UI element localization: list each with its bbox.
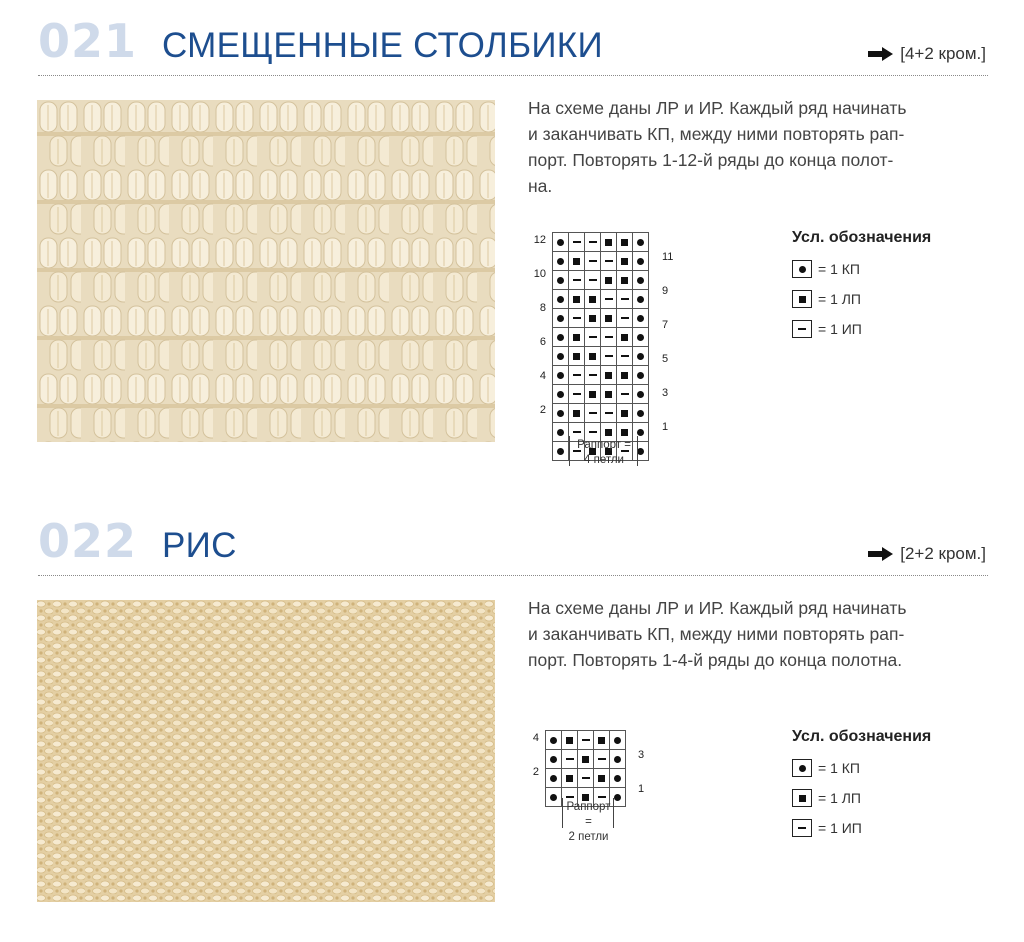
chart-cell-dash bbox=[601, 347, 617, 366]
front-stitch-square-icon bbox=[598, 775, 605, 782]
chart-cell-dash bbox=[617, 347, 633, 366]
purl-stitch-dash-icon bbox=[598, 758, 606, 760]
chart-cell-dot bbox=[553, 385, 569, 404]
chart-cell-dash bbox=[585, 366, 601, 385]
front-stitch-square-icon bbox=[598, 737, 605, 744]
front-stitch-square-icon bbox=[621, 258, 628, 265]
rapport-line: 4 петли bbox=[584, 454, 624, 466]
chart-cell-dash bbox=[601, 404, 617, 423]
arrow-right-icon bbox=[866, 547, 894, 561]
legend-label: = 1 КП bbox=[818, 760, 860, 776]
legend-label: = 1 ИП bbox=[818, 820, 862, 836]
knit-stitch-dot-icon bbox=[550, 737, 557, 744]
chart-cell-dot bbox=[553, 366, 569, 385]
front-stitch-square-icon bbox=[573, 334, 580, 341]
chart-cell-dash bbox=[585, 271, 601, 290]
front-stitch-square-icon bbox=[573, 353, 580, 360]
knit-stitch-dot-icon bbox=[637, 429, 644, 436]
chart-cell-dash bbox=[585, 252, 601, 271]
legend-heading: Усл. обозначения bbox=[792, 728, 932, 745]
front-stitch-square-icon bbox=[605, 239, 612, 246]
stitch-chart bbox=[532, 730, 645, 843]
row-number: 4 bbox=[539, 370, 546, 382]
knit-stitch-dot-icon bbox=[557, 391, 564, 398]
purl-stitch-dash-icon bbox=[582, 739, 590, 741]
front-stitch-square-icon bbox=[573, 296, 580, 303]
chart-cell-dash bbox=[601, 290, 617, 309]
chart-cell-dot bbox=[610, 750, 626, 769]
purl-stitch-dash-icon bbox=[573, 317, 581, 319]
chart-cell-sq bbox=[617, 271, 633, 290]
chart-cell-dot bbox=[553, 252, 569, 271]
knit-stitch-dot-icon bbox=[637, 239, 644, 246]
legend-item-knit-stitch bbox=[792, 259, 931, 279]
knit-stitch-dot-icon bbox=[557, 239, 564, 246]
chart-cell-dot bbox=[546, 769, 562, 788]
front-stitch-square-icon bbox=[589, 391, 596, 398]
purl-stitch-dash-icon bbox=[605, 355, 613, 357]
chart-cell-dot bbox=[553, 347, 569, 366]
chart-cell-sq bbox=[585, 309, 601, 328]
knit-stitch-dot-icon bbox=[557, 334, 564, 341]
chart-cell-sq bbox=[585, 290, 601, 309]
chart-cell-dot bbox=[546, 750, 562, 769]
rapport-bracket bbox=[569, 436, 570, 466]
chart-cell-dot bbox=[633, 290, 649, 309]
knit-stitch-dot-icon bbox=[614, 737, 621, 744]
knit-stitch-dot-icon bbox=[792, 260, 812, 278]
description-line: порт. Повторять 1-4-й ряды до конца полотна. bbox=[528, 650, 903, 670]
divider bbox=[38, 575, 988, 576]
edge-stitches bbox=[866, 544, 986, 564]
legend bbox=[792, 229, 931, 349]
rapport-line: Раппорт = bbox=[566, 801, 611, 828]
front-stitch-square-icon bbox=[792, 789, 812, 807]
chart-cell-sq bbox=[617, 252, 633, 271]
knit-stitch-dot-icon bbox=[557, 315, 564, 322]
chart-cell-sq bbox=[569, 347, 585, 366]
chart-cell-dot bbox=[633, 233, 649, 252]
legend bbox=[792, 728, 931, 848]
knit-stitch-dot-icon bbox=[557, 410, 564, 417]
description-line: На схеме даны ЛР и ИР. Каждый ряд начинать bbox=[528, 98, 907, 118]
knit-stitch-dot-icon bbox=[550, 775, 557, 782]
knit-stitch-dot-icon bbox=[637, 296, 644, 303]
pattern-title: СМЕЩЕННЫЕ СТОЛБИКИ bbox=[162, 26, 603, 65]
chart-cell-sq bbox=[601, 385, 617, 404]
purl-stitch-dash-icon bbox=[605, 336, 613, 338]
purl-stitch-dash-icon bbox=[589, 431, 597, 433]
knit-stitch-dot-icon bbox=[614, 775, 621, 782]
rapport-bracket bbox=[562, 798, 563, 828]
pattern-section-022 bbox=[0, 500, 1024, 917]
chart-cell-dot bbox=[633, 252, 649, 271]
front-stitch-square-icon bbox=[621, 239, 628, 246]
knit-stitch-dot-icon bbox=[557, 429, 564, 436]
row-number: 12 bbox=[533, 234, 546, 246]
knit-stitch-dot-icon bbox=[557, 277, 564, 284]
pattern-title: РИС bbox=[162, 526, 237, 565]
purl-stitch-dash-icon bbox=[621, 298, 629, 300]
knit-stitch-dot-icon bbox=[557, 353, 564, 360]
front-stitch-square-icon bbox=[566, 737, 573, 744]
rapport-label bbox=[564, 800, 613, 845]
chart-cell-dot bbox=[553, 442, 569, 461]
knit-stitch-dot-icon bbox=[637, 391, 644, 398]
chart-cell-dash bbox=[569, 271, 585, 290]
chart-cell-dot bbox=[633, 404, 649, 423]
chart-cell-dot bbox=[553, 423, 569, 442]
chart-cell-sq bbox=[585, 385, 601, 404]
chart-cell-sq bbox=[601, 233, 617, 252]
chart-cell-dash bbox=[585, 328, 601, 347]
chart-cell-sq bbox=[617, 328, 633, 347]
row-number: 10 bbox=[533, 268, 546, 280]
front-stitch-square-icon bbox=[605, 391, 612, 398]
chart-cell-dot bbox=[553, 309, 569, 328]
pattern-number: 022 bbox=[38, 514, 138, 568]
purl-stitch-dash-icon bbox=[566, 758, 574, 760]
chart-cell-dot bbox=[633, 309, 649, 328]
purl-stitch-dash-icon bbox=[621, 317, 629, 319]
arrow-right-icon bbox=[866, 47, 894, 61]
chart-cell-dot bbox=[553, 271, 569, 290]
purl-stitch-dash-icon bbox=[792, 320, 812, 338]
chart-cell-sq bbox=[585, 347, 601, 366]
chart-cell-dot bbox=[633, 347, 649, 366]
chart-cell-sq bbox=[601, 366, 617, 385]
knit-stitch-dot-icon bbox=[557, 258, 564, 265]
chart-cell-dash bbox=[617, 309, 633, 328]
knit-sample-photo bbox=[37, 600, 495, 942]
legend-heading: Усл. обозначения bbox=[792, 229, 932, 246]
chart-cell-sq bbox=[562, 731, 578, 750]
chart-cell-dot bbox=[553, 233, 569, 252]
chart-cell-dash bbox=[594, 750, 610, 769]
knit-stitch-dot-icon bbox=[637, 372, 644, 379]
chart-cell-dash bbox=[585, 404, 601, 423]
divider bbox=[38, 75, 988, 76]
purl-stitch-dash-icon bbox=[792, 819, 812, 837]
row-number: 5 bbox=[662, 353, 669, 365]
knit-stitch-dot-icon bbox=[557, 296, 564, 303]
purl-stitch-dash-icon bbox=[589, 412, 597, 414]
chart-cell-sq bbox=[569, 252, 585, 271]
rapport-bracket bbox=[613, 798, 614, 828]
row-number: 1 bbox=[662, 421, 669, 433]
legend-item-purl-stitch bbox=[792, 319, 931, 339]
chart-cell-dot bbox=[546, 731, 562, 750]
description-line: и заканчивать КП, между ними повторять рап- bbox=[528, 124, 905, 144]
chart-cell-dash bbox=[569, 366, 585, 385]
knit-stitch-dot-icon bbox=[637, 448, 644, 455]
rapport-line: Раппорт = bbox=[577, 439, 631, 451]
purl-stitch-dash-icon bbox=[621, 355, 629, 357]
pattern-section-021 bbox=[0, 0, 1024, 466]
front-stitch-square-icon bbox=[605, 372, 612, 379]
purl-stitch-dash-icon bbox=[598, 796, 606, 798]
chart-cell-dot bbox=[553, 290, 569, 309]
chart-cell-sq bbox=[601, 271, 617, 290]
pattern-description bbox=[528, 595, 988, 673]
chart-cell-dot bbox=[633, 328, 649, 347]
front-stitch-square-icon bbox=[573, 258, 580, 265]
purl-stitch-dash-icon bbox=[573, 241, 581, 243]
row-number: 2 bbox=[532, 766, 539, 778]
chart-cell-dash bbox=[601, 328, 617, 347]
chart-cell-dash bbox=[562, 750, 578, 769]
knit-stitch-dot-icon bbox=[792, 759, 812, 777]
front-stitch-square-icon bbox=[621, 277, 628, 284]
chart-cell-dash bbox=[578, 769, 594, 788]
legend-label: = 1 ЛП bbox=[818, 790, 861, 806]
chart-cell-sq bbox=[601, 309, 617, 328]
rapport-bracket bbox=[637, 436, 638, 466]
knit-stitch-dot-icon bbox=[614, 794, 621, 801]
chart-cell-dash bbox=[569, 309, 585, 328]
purl-stitch-dash-icon bbox=[589, 336, 597, 338]
knit-stitch-dot-icon bbox=[637, 334, 644, 341]
chart-cell-dash bbox=[601, 252, 617, 271]
knit-stitch-dot-icon bbox=[557, 372, 564, 379]
purl-stitch-dash-icon bbox=[573, 393, 581, 395]
purl-stitch-dash-icon bbox=[589, 260, 597, 262]
edge-stitches-label: [4+2 кром.] bbox=[900, 44, 986, 63]
purl-stitch-dash-icon bbox=[573, 431, 581, 433]
knit-stitch-dot-icon bbox=[557, 448, 564, 455]
purl-stitch-dash-icon bbox=[589, 279, 597, 281]
row-number: 11 bbox=[662, 251, 674, 263]
purl-stitch-dash-icon bbox=[589, 374, 597, 376]
row-number: 4 bbox=[532, 732, 539, 744]
purl-stitch-dash-icon bbox=[605, 298, 613, 300]
legend-label: = 1 КП bbox=[818, 261, 860, 277]
front-stitch-square-icon bbox=[566, 775, 573, 782]
chart-cell-dot bbox=[610, 769, 626, 788]
description-line: на. bbox=[528, 176, 553, 196]
knit-stitch-dot-icon bbox=[637, 353, 644, 360]
description-line: и заканчивать КП, между ними повторять рап- bbox=[528, 624, 905, 644]
chart-cell-dash bbox=[585, 233, 601, 252]
row-number: 3 bbox=[662, 387, 669, 399]
knit-stitch-dot-icon bbox=[637, 258, 644, 265]
rapport-line: 2 петли bbox=[568, 831, 609, 843]
stitch-chart bbox=[533, 232, 674, 466]
chart-cell-dot bbox=[553, 404, 569, 423]
chart-cell-dash bbox=[617, 385, 633, 404]
chart-cell-sq bbox=[562, 769, 578, 788]
front-stitch-square-icon bbox=[582, 756, 589, 763]
front-stitch-square-icon bbox=[605, 277, 612, 284]
chart-cell-sq bbox=[578, 750, 594, 769]
chart-cell-dash bbox=[569, 233, 585, 252]
front-stitch-square-icon bbox=[621, 429, 628, 436]
pattern-number: 021 bbox=[38, 14, 138, 68]
description-line: порт. Повторять 1-12-й ряды до конца полот- bbox=[528, 150, 894, 170]
chart-cell-dash bbox=[617, 290, 633, 309]
chart-cell-sq bbox=[569, 290, 585, 309]
front-stitch-square-icon bbox=[621, 410, 628, 417]
front-stitch-square-icon bbox=[621, 372, 628, 379]
purl-stitch-dash-icon bbox=[589, 241, 597, 243]
chart-cell-dot bbox=[546, 788, 562, 807]
edge-stitches bbox=[866, 44, 986, 64]
row-number: 9 bbox=[662, 285, 669, 297]
description-line: На схеме даны ЛР и ИР. Каждый ряд начинать bbox=[528, 598, 907, 618]
chart-cell-sq bbox=[594, 769, 610, 788]
knit-stitch-dot-icon bbox=[550, 756, 557, 763]
row-number: 1 bbox=[638, 783, 645, 795]
front-stitch-square-icon bbox=[792, 290, 812, 308]
chart-cell-sq bbox=[569, 328, 585, 347]
front-stitch-square-icon bbox=[589, 353, 596, 360]
legend-label: = 1 ИП bbox=[818, 321, 862, 337]
row-number: 3 bbox=[638, 749, 645, 761]
purl-stitch-dash-icon bbox=[605, 412, 613, 414]
purl-stitch-dash-icon bbox=[605, 260, 613, 262]
chart-cell-dot bbox=[633, 271, 649, 290]
front-stitch-square-icon bbox=[589, 315, 596, 322]
row-number: 8 bbox=[539, 302, 546, 314]
chart-cell-dash bbox=[578, 731, 594, 750]
pattern-description bbox=[528, 95, 988, 199]
legend-item-front-stitch bbox=[792, 788, 931, 808]
legend-label: = 1 ЛП bbox=[818, 291, 861, 307]
chart-cell-sq bbox=[617, 366, 633, 385]
chart-cell-sq bbox=[569, 404, 585, 423]
front-stitch-square-icon bbox=[605, 429, 612, 436]
knit-stitch-dot-icon bbox=[637, 315, 644, 322]
chart-cell-dot bbox=[633, 385, 649, 404]
chart-cell-dot bbox=[553, 328, 569, 347]
legend-item-front-stitch bbox=[792, 289, 931, 309]
chart-cell-sq bbox=[617, 404, 633, 423]
front-stitch-square-icon bbox=[605, 315, 612, 322]
front-stitch-square-icon bbox=[573, 410, 580, 417]
front-stitch-square-icon bbox=[621, 334, 628, 341]
knit-stitch-dot-icon bbox=[637, 410, 644, 417]
knit-stitch-dot-icon bbox=[550, 794, 557, 801]
rapport-label bbox=[571, 438, 637, 468]
front-stitch-square-icon bbox=[589, 296, 596, 303]
edge-stitches-label: [2+2 кром.] bbox=[900, 544, 986, 563]
chart-cell-sq bbox=[594, 731, 610, 750]
purl-stitch-dash-icon bbox=[573, 374, 581, 376]
legend-item-knit-stitch bbox=[792, 758, 931, 778]
row-number: 6 bbox=[539, 336, 546, 348]
purl-stitch-dash-icon bbox=[621, 393, 629, 395]
knit-stitch-dot-icon bbox=[637, 277, 644, 284]
chart-cell-sq bbox=[617, 233, 633, 252]
purl-stitch-dash-icon bbox=[582, 777, 590, 779]
chart-cell-dot bbox=[633, 366, 649, 385]
legend-item-purl-stitch bbox=[792, 818, 931, 838]
row-number: 2 bbox=[539, 404, 546, 416]
row-number: 7 bbox=[662, 319, 669, 331]
knit-sample-photo bbox=[37, 100, 495, 442]
chart-cell-dot bbox=[610, 731, 626, 750]
knit-stitch-dot-icon bbox=[614, 756, 621, 763]
purl-stitch-dash-icon bbox=[566, 796, 574, 798]
chart-cell-dash bbox=[569, 385, 585, 404]
purl-stitch-dash-icon bbox=[573, 279, 581, 281]
